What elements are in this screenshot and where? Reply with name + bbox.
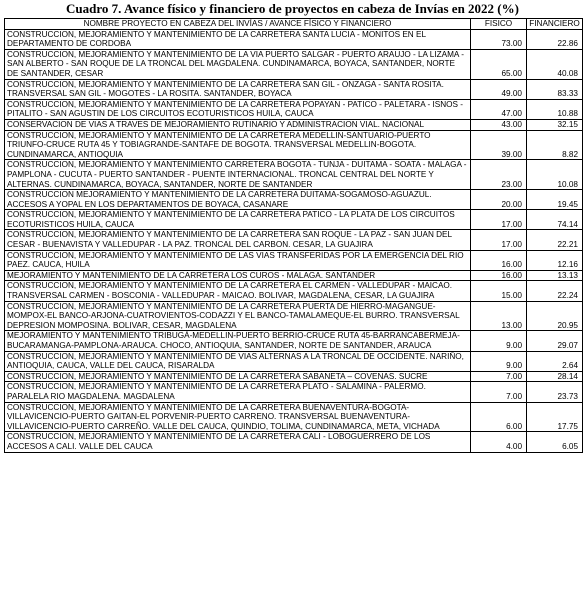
financiero-cell: 20.95 (527, 301, 583, 331)
header-financiero: FINANCIERO (527, 19, 583, 30)
financiero-cell: 6.05 (527, 432, 583, 452)
table-row (5, 351, 583, 371)
table-row (5, 250, 583, 270)
fisico-cell: 49.00 (471, 79, 527, 99)
fisico-cell: 43.00 (471, 119, 527, 130)
project-name-cell: CONSTRUCCION, MEJORAMIENTO Y MANTENIMIENTO DE LA CARRETERA PUERTA DE HIERRO-MAGANGUE- MOMPOX-EL BANCO-ARJONA-CUATROVIENTOS-CODAZZI Y EL BANCO-TAMALAMEQUE-EL BURRO. TRANSVERSAL DEPRESION MOMPOSINA. BOLIVAR, CESAR, MAGDALENA (5, 301, 471, 331)
table-row (5, 301, 583, 331)
fisico-cell: 7.00 (471, 371, 527, 382)
project-name-cell: CONSTRUCCION, MEJORAMIENTO Y MANTENIMIENTO DE LAS VIAS TRANSFERIDAS POR LA EMERGENCIA DEL RIO PAEZ. CAUCA, HUILA (5, 250, 471, 270)
table-row (5, 402, 583, 432)
projects-table (4, 18, 583, 453)
project-name-cell: CONSTRUCCION, MEJORAMIENTO Y MANTENIMIENTO DE LA CARRETERA SABANETA – COVENAS. SUCRE (5, 371, 471, 382)
project-name-cell: CONSTRUCCION, MEJORAMIENTO Y MANTENIMIENTO DE LA CARRETERA SAN GIL - ONZAGA - SANTA ROSITA. TRANSVERSAL SAN GIL - MOGOTES - LA ROSITA. SANTANDER, BOYACA (5, 79, 471, 99)
table-row (5, 270, 583, 281)
fisico-cell: 17.00 (471, 230, 527, 250)
fisico-cell: 65.00 (471, 49, 527, 79)
document-page (0, 2, 585, 595)
header-project-name: NOMBRE PROYECTO EN CABEZA DEL INVÍAS / AVANCE FÍSICO Y FINANCIERO (5, 19, 471, 30)
project-name-cell: CONSTRUCCION MEJORAMIENTO Y MANTENIMIENTO DE LA CARRETERA DUITAMA-SOGAMOSO-AGUAZUL. ACCESOS A YOPAL EN LOS DEPARTAMENTOS DE BOYACA, CASANARE (5, 190, 471, 210)
table-title: Cuadro 7. Avance físico y financiero de proyectos en cabeza de Invías en 2022 (%) (66, 1, 519, 16)
project-name-cell: CONSTRUCCION, MEJORAMIENTO Y MANTENIMIENTO DE LA CARRETERA EL CARMEN - VALLEDUPAR - MAICAO. TRANSVERSAL CARMEN - BOSCONIA - VALLEDUPAR - MAICAO. BOLIVAR, MAGDALENA, CESAR, LA GUAJIRA (5, 281, 471, 301)
financiero-cell: 8.82 (527, 130, 583, 160)
project-name-cell: CONSTRUCCION, MEJORAMIENTO Y MANTENIMIENTO DE LA CARRETERA SAN ROQUE - LA PAZ - SAN JUAN DEL CESAR - BUENAVISTA Y VALLEDUPAR - LA PAZ. TRONCAL DEL CARBON. CESAR, LA GUAJIRA (5, 230, 471, 250)
project-name-cell: CONSTRUCCION, MEJORAMIENTO Y MANTENIMIENTO DE LA CARRETERA PATICO - LA PLATA DE LOS CIRCUITOS ECOTURISTICOS HUILA, CAUCA (5, 210, 471, 230)
financiero-cell: 22.21 (527, 230, 583, 250)
financiero-cell: 40.08 (527, 49, 583, 79)
table-row (5, 160, 583, 190)
financiero-cell: 74.14 (527, 210, 583, 230)
table-row (5, 29, 583, 49)
financiero-cell: 13.13 (527, 270, 583, 281)
project-name-cell: CONSTRUCCION, MEJORAMIENTO Y MANTENIMIENTO DE LA CARRETERA SANTA LUCIA - MONITOS EN EL DEPARTAMENTO DE CORDOBA (5, 29, 471, 49)
fisico-cell: 6.00 (471, 402, 527, 432)
table-row (5, 331, 583, 351)
fisico-cell: 7.00 (471, 382, 527, 402)
header-fisico: FISICO (471, 19, 527, 30)
financiero-cell: 83.33 (527, 79, 583, 99)
project-name-cell: MEJORAMIENTO Y MANTENIMIENTO TRIBUGÁ-MEDELLIN-PUERTO BERRIO-CRUCE RUTA 45-BARRANCABERMEJA-BUCARAMANGA-PAMPLONA-ARAUCA. CHOCO, ANTIOQUIA, SANTANDER, NORTE DE SANTANDER, ARAUCA (5, 331, 471, 351)
financiero-cell: 22.86 (527, 29, 583, 49)
fisico-cell: 9.00 (471, 331, 527, 351)
table-row (5, 230, 583, 250)
fisico-cell: 20.00 (471, 190, 527, 210)
fisico-cell: 23.00 (471, 160, 527, 190)
financiero-cell: 32.15 (527, 119, 583, 130)
financiero-cell: 28.14 (527, 371, 583, 382)
table-row (5, 99, 583, 119)
project-name-cell: CONSTRUCCION, MEJORAMIENTO Y MANTENIMIENTO DE LA CARRETERA PLATO - SALAMINA - PALERMO. PARALELA RIO MAGDALENA. MAGDALENA (5, 382, 471, 402)
table-row (5, 382, 583, 402)
financiero-cell: 10.88 (527, 99, 583, 119)
financiero-cell: 2.64 (527, 351, 583, 371)
project-name-cell: CONSTRUCCION, MEJORAMIENTO Y MANTENIMIENTO CARRETERA BOGOTA - TUNJA - DUITAMA - SOATA - MALAGA - PAMPLONA - CUCUTA - PUERTO SANTANDER - PUENTE INTERNACIONAL. TRONCAL CENTRAL DEL NORTE Y ALTERNAS. CUNDINAMARCA, BOYACA, SANTANDER, NORTE DE SANTANDER (5, 160, 471, 190)
fisico-cell: 15.00 (471, 281, 527, 301)
fisico-cell: 4.00 (471, 432, 527, 452)
financiero-cell: 23.73 (527, 382, 583, 402)
table-row (5, 371, 583, 382)
project-name-cell: CONSERVACION DE VIAS A TRAVES DE MEJORAMIENTO RUTINARIO Y ADMINISTRACION VIAL. NACIONAL (5, 119, 471, 130)
fisico-cell: 13.00 (471, 301, 527, 331)
table-row (5, 130, 583, 160)
fisico-cell: 9.00 (471, 351, 527, 371)
project-name-cell: CONSTRUCCION, MEJORAMIENTO Y MANTENIMIENTO DE LA CARRETERA POPAYAN - PATICO - PALETARA - ISNOS - PITALITO - SAN AGUSTIN DE LOS CIRCUITOS ECOTURISTICOS HUILA, CAUCA (5, 99, 471, 119)
project-name-cell: MEJORAMIENTO Y MANTENIMIENTO DE LA CARRETERA LOS CUROS - MALAGA. SANTANDER (5, 270, 471, 281)
fisico-cell: 16.00 (471, 270, 527, 281)
table-row (5, 79, 583, 99)
table-header-row (5, 19, 583, 30)
project-name-cell: CONSTRUCCION, MEJORAMIENTO Y MANTENIMIENTO DE LA CARRETERA BUENAVENTURA-BOGOTA-VILLAVICENCIO-PUERTO GAITAN-EL PORVENIR-PUERTO CARRENO. TRANSVERSAL BUENAVENTURA-VILLAVICENCIO-PUERTO CARREÑO. VALLE DEL CAUCA, QUINDIO, TOLIMA, CUNDINAMARCA, META, VICHADA (5, 402, 471, 432)
financiero-cell: 22.24 (527, 281, 583, 301)
table-row (5, 190, 583, 210)
project-name-cell: CONSTRUCCION, MEJORAMIENTO Y MANTENIMIENTO DE LA CARRETERA MEDELLIN-SANTUARIO-PUERTO TRIUNFO-CRUCE RUTA 45 Y TOBIAGRANDE-SANTAFE DE BOGOTA. TRANSVERSAL MEDELLIN-BOGOTA. CUNDINAMARCA, ANTIOQUIA (5, 130, 471, 160)
financiero-cell: 19.45 (527, 190, 583, 210)
table-body (5, 29, 583, 452)
table-row (5, 281, 583, 301)
fisico-cell: 39.00 (471, 130, 527, 160)
fisico-cell: 17.00 (471, 210, 527, 230)
project-name-cell: CONSTRUCCION, MEJORAMIENTO Y MANTENIMIENTO DE LA CARRETERA CALI - LOBOGUERRERO DE LOS ACCESOS A CALI. VALLE DEL CAUCA (5, 432, 471, 452)
table-row (5, 210, 583, 230)
project-name-cell: CONSTRUCCION, MEJORAMIENTO Y MANTENIMIENTO DE VIAS ALTERNAS A LA TRONCAL DE OCCIDENTE. NARIÑO, ANTIOQUIA, CAUCA, VALLE DEL CAUCA, RISARALDA (5, 351, 471, 371)
fisico-cell: 73.00 (471, 29, 527, 49)
financiero-cell: 29.07 (527, 331, 583, 351)
fisico-cell: 47.00 (471, 99, 527, 119)
financiero-cell: 17.75 (527, 402, 583, 432)
fisico-cell: 16.00 (471, 250, 527, 270)
financiero-cell: 12.16 (527, 250, 583, 270)
table-row (5, 119, 583, 130)
financiero-cell: 10.08 (527, 160, 583, 190)
table-row (5, 432, 583, 452)
table-row (5, 49, 583, 79)
project-name-cell: CONSTRUCCION, MEJORAMIENTO Y MANTENIMIENTO DE LA VIA PUERTO SALGAR - PUERTO ARAUJO - LA LIZAMA - SAN ALBERTO - SAN ROQUE DE LA TRONCAL DEL MAGDALENA. CUNDINAMARCA, BOYACA, SANTANDER, NORTE DE SANTANDER, CESAR (5, 49, 471, 79)
